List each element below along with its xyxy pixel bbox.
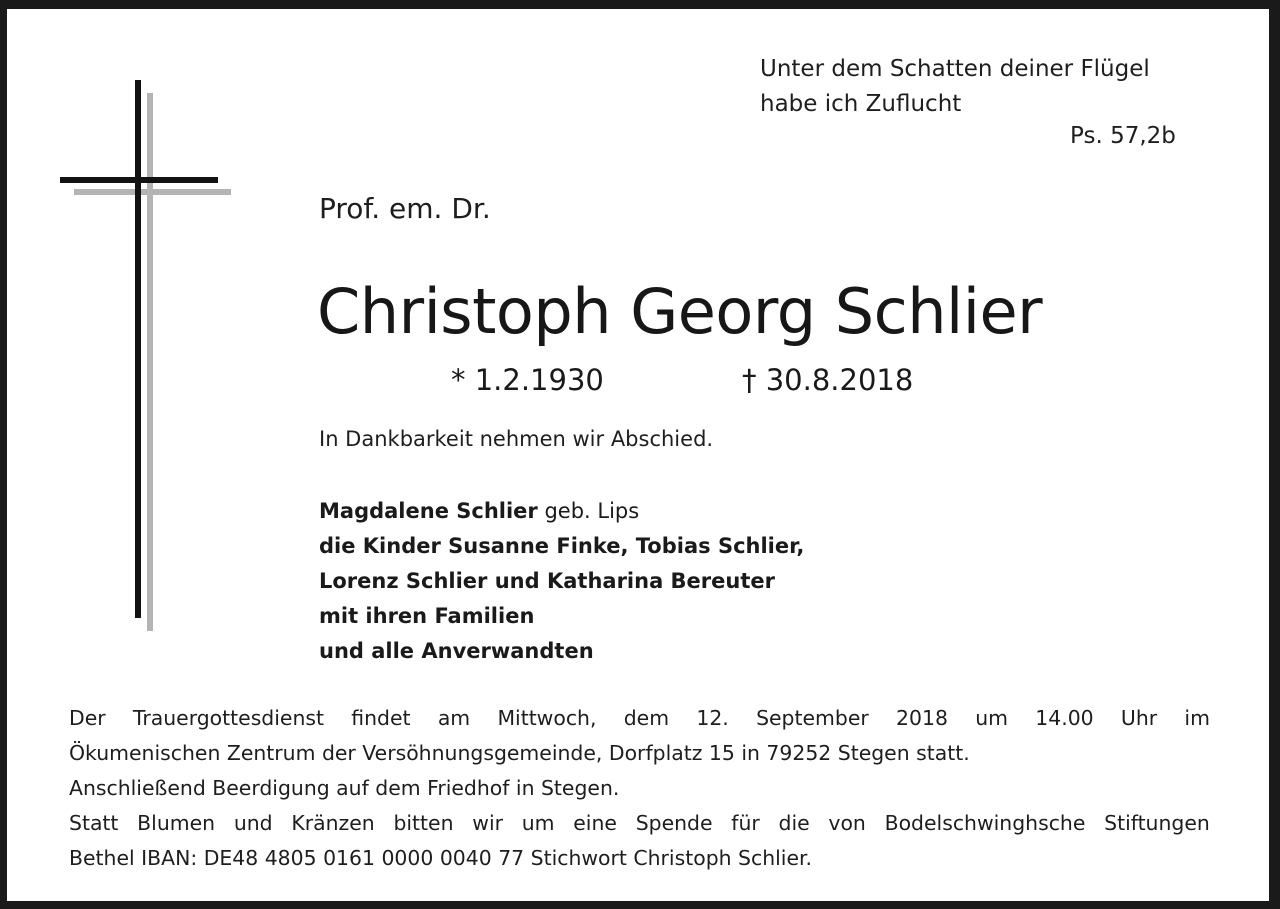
notice-word: 14.00 (1035, 706, 1094, 730)
notice-word: und (233, 811, 273, 835)
notice-word: Trauergottesdienst (132, 706, 325, 730)
verse-line-2: habe ich Zuflucht (760, 91, 962, 117)
notice-word: eine (573, 811, 617, 835)
notice-word: im (1184, 706, 1210, 730)
notice-word: um (521, 811, 555, 835)
notice-word: 2018 (896, 706, 948, 730)
verse-reference: Ps. 57,2b (1070, 123, 1176, 149)
mourners-list (319, 494, 804, 669)
notice-word: bitten (393, 811, 454, 835)
notice-word: September (756, 706, 869, 730)
notice-word: Blumen (137, 811, 216, 835)
spouse-name: Magdalene Schlier (319, 499, 538, 523)
academic-title: Prof. em. Dr. (319, 192, 491, 225)
mourner-families: mit ihren Familien (319, 604, 535, 628)
notice-word: Uhr (1120, 706, 1158, 730)
notice-word: wir (472, 811, 503, 835)
notice-word: die (778, 811, 810, 835)
mourner-children-2: Lorenz Schlier und Katharina Bereuter (319, 569, 775, 593)
notice-word: Bodelschwinghsche (884, 811, 1086, 835)
notice-word: Stiftungen (1104, 811, 1210, 835)
deceased-name: Christoph Georg Schlier (317, 275, 1043, 348)
mourner-spouse (319, 494, 804, 529)
notice-line-5: Bethel IBAN: DE48 4805 0161 0000 0040 77 Stichwort Christoph Schlier. (69, 846, 812, 870)
notice-word: Statt (69, 811, 119, 835)
notice-line-1 (69, 701, 1210, 736)
verse-line-1: Unter dem Schatten deiner Flügel (760, 56, 1150, 82)
notice-word: Spende (635, 811, 713, 835)
mourner-children-1: die Kinder Susanne Finke, Tobias Schlier, (319, 534, 805, 558)
death-date: † 30.8.2018 (742, 363, 914, 397)
notice-line-2: Ökumenischen Zentrum der Versöhnungsgemeinde, Dorfplatz 15 in 79252 Stegen statt. (69, 741, 970, 765)
birth-date: * 1.2.1930 (451, 363, 604, 397)
notice-line-3: Anschließend Beerdigung auf dem Friedhof in Stegen. (69, 776, 620, 800)
mourner-relatives: und alle Anverwandten (319, 639, 594, 663)
notice-word: Der (69, 706, 106, 730)
notice-word: für (731, 811, 760, 835)
notice-word: von (828, 811, 866, 835)
service-notice (69, 701, 1210, 876)
spouse-maiden-name: geb. Lips (537, 499, 640, 523)
farewell-text: In Dankbarkeit nehmen wir Abschied. (319, 427, 714, 451)
cross-shadow-horizontal (74, 189, 231, 195)
cross-vertical-beam (135, 80, 141, 618)
notice-word: Mittwoch, (497, 706, 597, 730)
cross-horizontal-beam (60, 177, 218, 183)
notice-word: am (437, 706, 471, 730)
notice-word: um (975, 706, 1009, 730)
notice-word: Kränzen (291, 811, 375, 835)
notice-word: findet (351, 706, 411, 730)
notice-line-4 (69, 806, 1210, 841)
notice-word: 12. (696, 706, 729, 730)
cross-shadow-vertical (147, 93, 153, 631)
notice-word: dem (623, 706, 670, 730)
